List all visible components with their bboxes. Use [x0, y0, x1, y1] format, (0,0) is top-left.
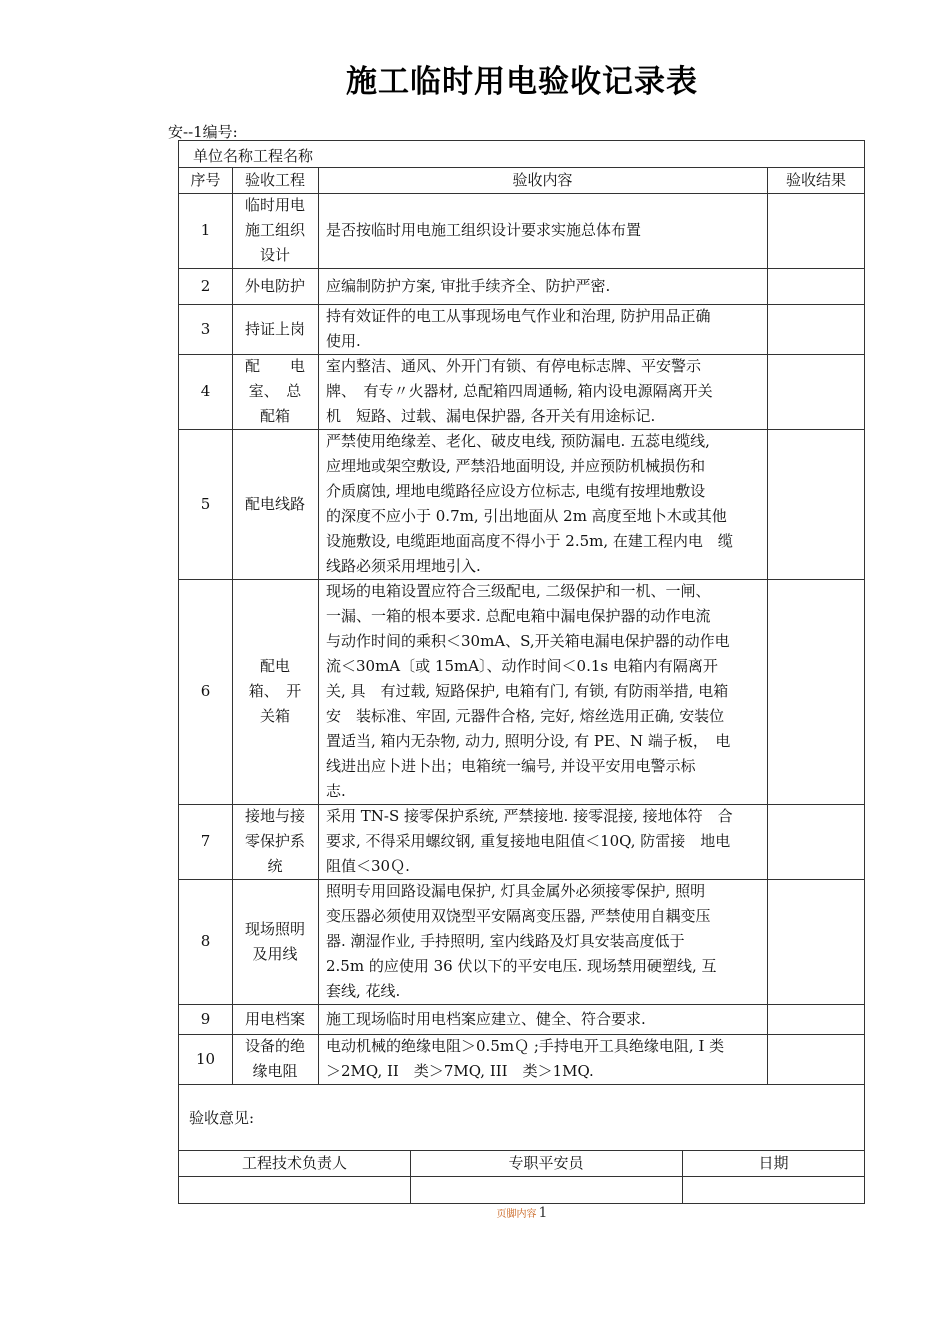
page-footer — [0, 1205, 950, 1221]
row-result-field[interactable] — [768, 355, 864, 428]
row-content-line: 设施敷设, 电缆距地面高度不得小于 2.5m, 在建工程内电 缆 — [326, 532, 733, 550]
row-seq — [179, 1034, 232, 1084]
page-title: 施工临时用电验收记录表 — [346, 64, 698, 100]
divider-col — [318, 1004, 319, 1034]
row-content-line: 严禁使用绝缘差、老化、破皮电线, 预防漏电. 五蕊电缆线, — [326, 432, 710, 450]
header-content: 验收内容 — [512, 170, 573, 189]
row-item-line: 临时用电 — [244, 196, 305, 214]
row-content-line: 器. 潮湿作业, 手持照明, 室内线路及灯具安装高度低于 — [326, 932, 685, 950]
row-seq — [179, 268, 232, 304]
row-item-line: 统 — [267, 857, 283, 875]
row-content-line: 应埋地或架空敷设, 严禁沿地面明设, 并应预防机械损伤和 — [326, 457, 706, 475]
row-seq — [179, 354, 232, 429]
row-item-line: 及用线 — [252, 944, 298, 963]
row-content-line: 的深度不应小于 0.7m, 引出地面从 2m 高度至地卜木或其他 — [326, 507, 727, 525]
row-content-line: 关, 具 有过载, 短路保护, 电箱有门, 有锁, 有防雨举措, 电箱 — [326, 682, 729, 700]
row-item-line: 零保护系 — [244, 832, 305, 850]
row-seq-value: 7 — [200, 832, 211, 850]
row-result-field[interactable] — [768, 1005, 864, 1033]
row-result-field[interactable] — [768, 194, 864, 267]
row-item — [232, 354, 318, 429]
divider-col — [318, 1034, 319, 1084]
row-seq — [179, 579, 232, 804]
row-content-line: 2.5m 的应使用 36 伏以下的平安电压. 现场禁用硬塑线, 互 — [326, 957, 717, 975]
row-content — [326, 579, 767, 804]
row-content — [326, 1004, 767, 1034]
row-item — [232, 879, 318, 1004]
row-content-line: 阻值＜30Ｑ. — [326, 857, 410, 875]
row-seq-value: 8 — [200, 932, 211, 950]
sign-date-label: 日期 — [758, 1154, 789, 1172]
sign-tech-lead-field[interactable] — [180, 1177, 409, 1203]
row-content-line: 机 短路、过载、漏电保护器, 各开关有用途标记. — [326, 407, 656, 425]
row-content-line: 牌、 有专〃火器材, 总配箱四周通畅, 箱内设电源隔离开关 — [326, 382, 713, 400]
row-item — [232, 804, 318, 879]
row-item-line: 接地与接 — [244, 807, 305, 825]
row-item-line: 持证上岗 — [244, 319, 305, 338]
divider-table-bottom — [179, 1084, 865, 1085]
row-seq — [179, 193, 232, 268]
form-code-line: 安--1编号: — [168, 123, 238, 141]
divider-col — [318, 579, 319, 804]
row-content-line: 置适当, 箱内无杂物, 动力, 照明分设, 有 PE、N 端子板， 电 — [326, 732, 731, 750]
divider-col — [318, 304, 319, 354]
divider-col — [318, 354, 319, 429]
row-item-line: 设备的绝 — [244, 1037, 305, 1055]
unit-project-name-row: 单位名称工程名称 — [193, 147, 314, 165]
row-item-line: 现场照明 — [244, 919, 305, 938]
row-content-line: 照明专用回路设漏电保护, 灯具金属外必须接零保护, 照明 — [326, 882, 706, 900]
row-item-line: 施工组织 — [244, 221, 305, 239]
divider-header-col — [318, 167, 319, 193]
header-result: 验收结果 — [785, 170, 846, 189]
row-seq — [179, 1004, 232, 1034]
row-content-line: 介质腐蚀, 埋地电缆路径应设方位标志, 电缆有按埋地敷设 — [326, 482, 706, 500]
row-content-line: 施工现场临时用电档案应建立、健全、符合要求. — [326, 1009, 646, 1028]
row-seq-value: 10 — [195, 1049, 216, 1068]
row-seq-value: 9 — [200, 1009, 211, 1028]
row-item — [232, 579, 318, 804]
row-item-line: 箱、 开 — [248, 682, 302, 700]
divider-header-col — [232, 167, 233, 193]
row-item-line: 配 电 — [244, 357, 305, 375]
acceptance-record-table — [178, 140, 865, 1204]
row-result-field[interactable] — [768, 269, 864, 303]
divider-col — [318, 804, 319, 879]
row-item — [232, 429, 318, 579]
row-item-line: 缘电阻 — [252, 1062, 298, 1080]
sign-safety-officer-field[interactable] — [411, 1177, 681, 1203]
row-seq — [179, 429, 232, 579]
row-item — [232, 268, 318, 304]
divider-col — [318, 193, 319, 268]
row-item-line: 配电 — [259, 657, 290, 675]
divider-col — [318, 429, 319, 579]
row-seq-value: 3 — [200, 319, 211, 338]
row-content-line: 安 装标准、牢固, 元器件合格, 完好, 熔丝选用正确, 安装位 — [326, 707, 725, 725]
row-content — [326, 268, 767, 304]
row-content-line: 现场的电箱设置应符合三级配电, 二级保护和一机、一闸、 — [326, 582, 711, 600]
row-content-line: 电动机械的绝缘电阻＞0.5mＱ ;手持电开工具绝缘电阻, I 类 — [326, 1037, 725, 1055]
row-seq-value: 5 — [200, 494, 211, 513]
row-content-line: 室内整洁、通风、外开门有锁、有停电标志牌、平安警示 — [326, 357, 702, 375]
row-content-line: ＞2MQ, II 类＞7MQ, III 类＞1MQ. — [326, 1062, 594, 1080]
divider-header-col — [767, 167, 768, 193]
row-item — [232, 1004, 318, 1034]
row-content-line: 要求, 不得采用螺纹钢, 重复接地电阻值＜10Q, 防雷接 地电 — [326, 832, 731, 850]
row-content-line: 变压器必须使用双饶型平安隔离变压器, 严禁使用自耦变压 — [326, 907, 711, 925]
row-result-field[interactable] — [768, 880, 864, 1003]
row-item — [232, 304, 318, 354]
row-seq-value: 6 — [200, 682, 211, 700]
footer-text: 页脚内容 — [496, 1209, 537, 1220]
row-result-field[interactable] — [768, 430, 864, 578]
row-result-field[interactable] — [768, 805, 864, 878]
row-result-field[interactable] — [768, 1035, 864, 1083]
row-content — [326, 804, 767, 879]
row-seq — [179, 304, 232, 354]
row-item-line: 关箱 — [259, 707, 290, 725]
row-content-line: 与动作时间的乘积＜30mA、S,开关箱电漏电保护器的动作电 — [326, 632, 730, 650]
divider-col — [318, 879, 319, 1004]
row-content — [326, 304, 767, 354]
row-item-line: 设计 — [259, 246, 290, 264]
row-seq — [179, 879, 232, 1004]
row-content — [326, 354, 767, 429]
row-item-line: 配箱 — [259, 407, 290, 425]
row-item-line: 用电档案 — [244, 1009, 305, 1028]
page-number: 1 — [538, 1205, 548, 1221]
row-item — [232, 193, 318, 268]
row-seq — [179, 804, 232, 879]
row-content-line: 套线, 花线. — [326, 982, 401, 1000]
sign-date-field[interactable] — [683, 1177, 864, 1203]
row-result-field[interactable] — [768, 580, 864, 803]
row-content-line: 采用 TN-S 接零保护系统, 严禁接地. 接零混接, 接地体符 合 — [326, 807, 733, 825]
row-content-line: 一漏、一箱的根本要求. 总配电箱中漏电保护器的动作电流 — [326, 607, 711, 625]
row-content — [326, 193, 767, 268]
sign-tech-lead-label: 工程技术负责人 — [241, 1154, 347, 1172]
row-seq-value: 1 — [200, 221, 211, 239]
header-item: 验收工程 — [244, 170, 305, 189]
header-seq: 序号 — [190, 170, 221, 189]
row-content-line: 志. — [326, 782, 346, 800]
row-result-field[interactable] — [768, 305, 864, 353]
row-content-line: 线路必须采用埋地引入. — [326, 557, 481, 575]
sign-safety-officer-label: 专职平安员 — [508, 1154, 584, 1172]
divider-header-top — [179, 167, 865, 168]
divider-col — [318, 268, 319, 304]
row-content — [326, 1034, 767, 1084]
row-seq-value: 4 — [200, 382, 211, 400]
row-content — [326, 879, 767, 1004]
row-item-line: 配电线路 — [244, 494, 305, 513]
row-item-line: 室、 总 — [248, 382, 302, 400]
row-content-line: 使用. — [326, 332, 361, 350]
row-content-line: 应编制防护方案, 审批手续齐全、防护严密. — [326, 276, 611, 295]
acceptance-opinion-label: 验收意见: — [189, 1109, 255, 1127]
row-seq-value: 2 — [200, 276, 211, 295]
row-content-line: 线进出应卜进卜出；电箱统一编号, 并设平安用电警示标 — [326, 757, 696, 775]
row-content — [326, 429, 767, 579]
row-content-line: 是否按临时用电施工组织设计要求实施总体布置 — [326, 221, 642, 239]
row-content-line: 持有效证件的电工从事现场电气作业和治理, 防护用品正确 — [326, 307, 711, 325]
row-content-line: 流＜30mA〔或 15mA〕、动作时间＜0.1s 电箱内有隔离开 — [326, 657, 718, 675]
row-item — [232, 1034, 318, 1084]
row-item-line: 外电防护 — [244, 276, 305, 295]
